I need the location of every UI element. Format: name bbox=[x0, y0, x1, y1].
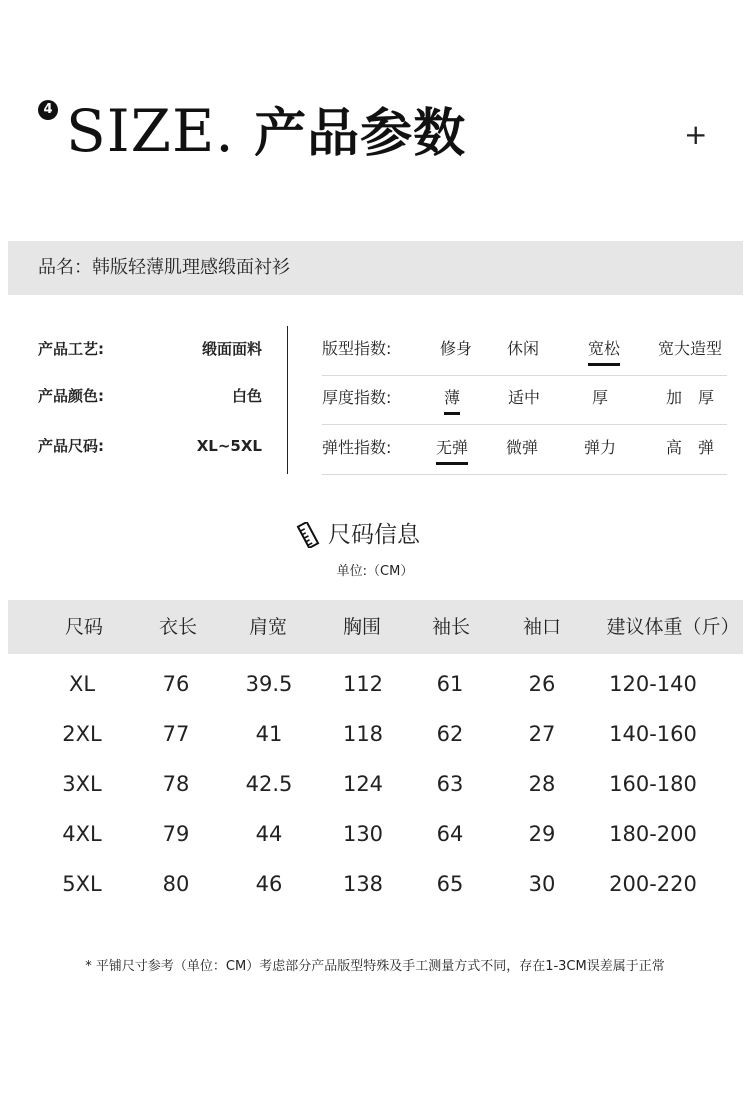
table-cell: 130 bbox=[342, 822, 384, 846]
info-value-size: XL~5XL bbox=[196, 437, 262, 455]
index-option-selected: 薄 bbox=[443, 388, 461, 407]
table-cell: 63 bbox=[436, 772, 464, 796]
index-option: 厚 bbox=[591, 388, 609, 407]
index-option-selected: 宽松 bbox=[587, 339, 621, 358]
index-option: 高 弹 bbox=[665, 438, 715, 457]
index-row-thickness bbox=[322, 375, 727, 425]
column-header: 衣长 bbox=[158, 616, 198, 638]
table-row bbox=[8, 809, 743, 859]
title-cn: 产品参数 bbox=[254, 104, 467, 164]
table-cell: 65 bbox=[436, 872, 464, 896]
column-header: 袖口 bbox=[522, 616, 562, 638]
row-divider bbox=[322, 474, 727, 475]
table-cell: 30 bbox=[528, 872, 556, 896]
index-option: 微弹 bbox=[505, 438, 539, 457]
table-row bbox=[8, 859, 743, 909]
table-cell: 28 bbox=[528, 772, 556, 796]
table-cell: 62 bbox=[436, 722, 464, 746]
table-cell: 160-180 bbox=[609, 772, 697, 796]
table-row bbox=[8, 759, 743, 809]
info-value-color: 白色 bbox=[231, 387, 262, 405]
table-cell: 29 bbox=[528, 822, 556, 846]
info-value-craft: 缎面面料 bbox=[201, 340, 262, 358]
index-row-fit bbox=[322, 326, 727, 376]
product-name: 品名：韩版轻薄肌理感缎面衬衫 bbox=[38, 257, 290, 278]
product-name-bar bbox=[8, 241, 743, 295]
index-option: 加 厚 bbox=[665, 388, 715, 407]
table-cell: 76 bbox=[162, 672, 190, 696]
column-header: 尺码 bbox=[64, 616, 104, 638]
column-header: 肩宽 bbox=[248, 616, 288, 638]
ruler-icon bbox=[296, 522, 320, 548]
index-row-elasticity bbox=[322, 425, 727, 475]
index-option: 适中 bbox=[507, 388, 541, 407]
table-cell: 80 bbox=[162, 872, 190, 896]
table-cell: 64 bbox=[436, 822, 464, 846]
table-cell: 118 bbox=[342, 722, 384, 746]
index-label: 弹性指数: bbox=[322, 438, 392, 457]
table-cell: 120-140 bbox=[609, 672, 697, 696]
index-option: 修身 bbox=[439, 339, 473, 358]
page-title bbox=[66, 96, 466, 169]
table-cell: 77 bbox=[162, 722, 190, 746]
unit-label: 单位:（CM） bbox=[336, 564, 414, 579]
plus-icon: + bbox=[684, 118, 708, 151]
table-row bbox=[8, 659, 743, 709]
table-cell: 180-200 bbox=[609, 822, 697, 846]
table-cell: 61 bbox=[436, 672, 464, 696]
table-cell: 4XL bbox=[62, 822, 102, 846]
divider-line bbox=[287, 326, 288, 474]
column-header: 建议体重（斤） bbox=[606, 616, 740, 638]
size-info-heading: 尺码信息 bbox=[328, 522, 420, 548]
info-label-color: 产品颜色: bbox=[38, 387, 104, 405]
table-cell: 79 bbox=[162, 822, 190, 846]
table-cell: 44 bbox=[255, 822, 283, 846]
table-cell: 42.5 bbox=[245, 772, 293, 796]
table-cell: 27 bbox=[528, 722, 556, 746]
table-cell: 5XL bbox=[62, 872, 102, 896]
table-cell: 26 bbox=[528, 672, 556, 696]
table-cell: 41 bbox=[255, 722, 283, 746]
table-cell: 2XL bbox=[62, 722, 102, 746]
table-cell: 200-220 bbox=[609, 872, 697, 896]
index-option: 休闲 bbox=[506, 339, 540, 358]
table-cell: 124 bbox=[342, 772, 384, 796]
table-cell: 140-160 bbox=[609, 722, 697, 746]
table-cell: 78 bbox=[162, 772, 190, 796]
info-label-size: 产品尺码: bbox=[38, 437, 104, 455]
index-option-selected: 无弹 bbox=[435, 438, 469, 457]
column-header: 袖长 bbox=[431, 616, 471, 638]
table-cell: 39.5 bbox=[245, 672, 293, 696]
info-label-craft: 产品工艺: bbox=[38, 340, 104, 358]
table-cell: 3XL bbox=[62, 772, 102, 796]
table-row bbox=[8, 709, 743, 759]
step-badge: 4 bbox=[38, 100, 58, 120]
table-cell: 46 bbox=[255, 872, 283, 896]
index-label: 厚度指数: bbox=[322, 388, 392, 407]
table-header bbox=[8, 600, 743, 654]
title-en: SIZE. bbox=[66, 97, 235, 165]
table-cell: 112 bbox=[342, 672, 384, 696]
index-option: 弹力 bbox=[583, 438, 617, 457]
index-option: 宽大造型 bbox=[657, 339, 723, 358]
index-label: 版型指数: bbox=[322, 339, 392, 358]
column-header: 胸围 bbox=[342, 616, 382, 638]
table-cell: 138 bbox=[342, 872, 384, 896]
table-cell: XL bbox=[68, 672, 96, 696]
footnote: * 平铺尺寸参考（单位：CM）考虑部分产品版型特殊及手工测量方式不同，存在1-3CM误差属于正常 bbox=[85, 959, 665, 974]
